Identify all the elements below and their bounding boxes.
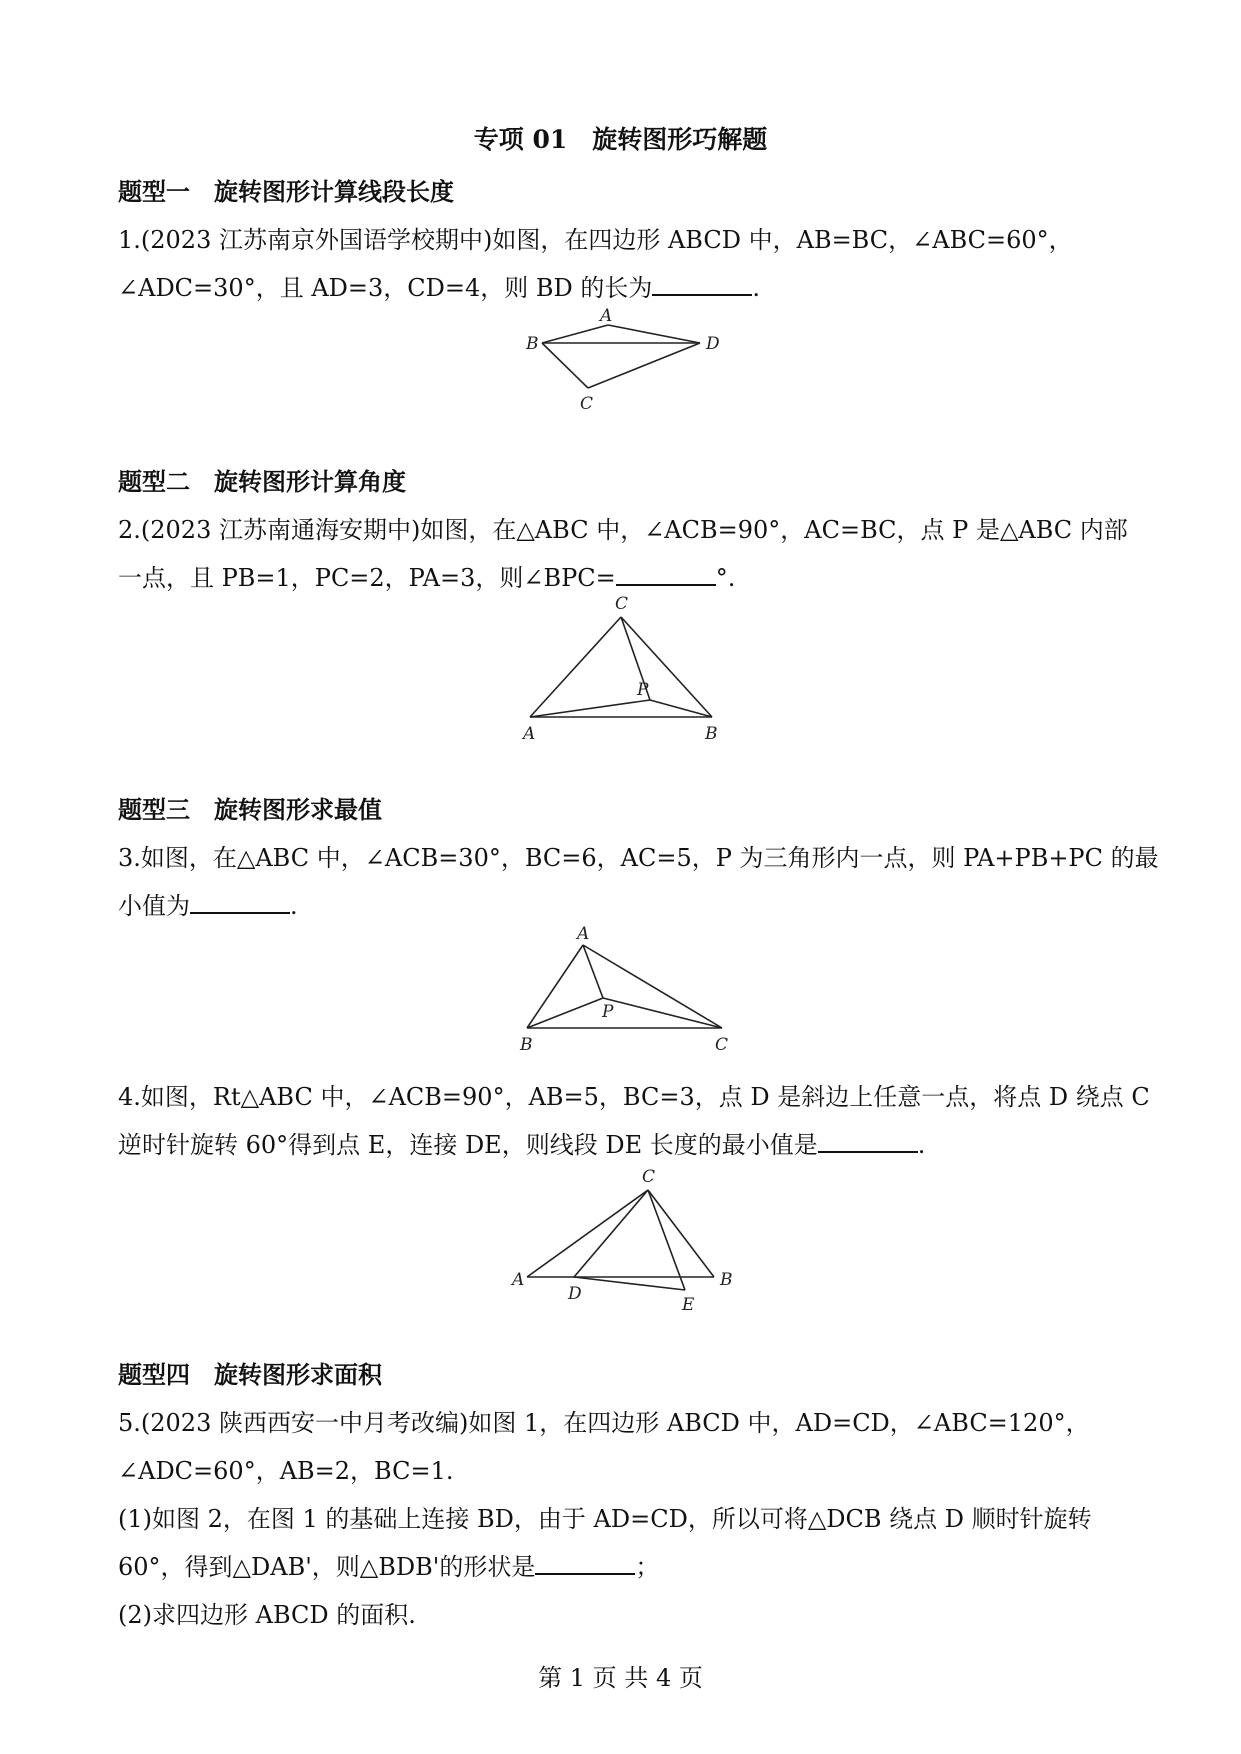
problem-2-line-2: [118, 558, 735, 593]
problem-4-end: .: [917, 1131, 926, 1159]
label-d: D: [568, 1284, 582, 1304]
label-a: A: [523, 724, 536, 744]
problem-5-q1-line-2: [118, 1547, 659, 1582]
segment-ac: [530, 617, 621, 717]
label-c: C: [642, 1167, 656, 1187]
figure-3-triangle: [515, 925, 735, 1055]
segment-cd: [588, 343, 700, 388]
label-b: B: [526, 334, 539, 354]
segment-cp: [603, 998, 722, 1028]
problem-3-line-2: [118, 886, 298, 921]
label-e: E: [682, 1295, 695, 1315]
segment-bc: [542, 343, 588, 388]
problem-5-line-2: ∠ADC=60°，AB=2，BC=1.: [118, 1457, 454, 1485]
label-b: B: [705, 724, 718, 744]
figure-2-right-triangle: [515, 595, 735, 745]
problem-2-text: 一点，且 PB=1，PC=2，PA=3，则∠BPC=: [118, 564, 616, 592]
label-d: D: [706, 334, 720, 354]
section-heading-1: 题型一 旋转图形计算线段长度: [118, 177, 454, 206]
segment-ba: [527, 945, 583, 1028]
problem-5-q1-end: ；: [635, 1553, 660, 1581]
problem-3-line-1: 3.如图，在△ABC 中，∠ACB=30°，BC=6，AC=5，P 为三角形内一点，则 PA+PB+PC 的最: [118, 844, 1159, 872]
label-b: B: [720, 1270, 733, 1290]
label-p: P: [637, 680, 649, 700]
label-c: C: [615, 594, 629, 614]
segment-cb: [648, 1190, 714, 1277]
problem-4-line-1: 4.如图，Rt△ABC 中，∠ACB=90°，AB=5，BC=3，点 D 是斜边上任意一点，将点 D 绕点 C: [118, 1083, 1150, 1111]
problem-4-line-2: [118, 1125, 925, 1160]
segment-bp: [650, 700, 712, 717]
label-c: C: [715, 1035, 729, 1055]
segment-ba: [542, 325, 608, 343]
segment-ce: [648, 1190, 685, 1290]
problem-5-q2: (2)求四边形 ABCD 的面积.: [118, 1601, 416, 1629]
section-heading-2: 题型二 旋转图形计算角度: [118, 467, 406, 496]
page-title: 专项 01 旋转图形巧解题: [473, 125, 768, 154]
answer-blank-1: [652, 272, 752, 296]
page-footer: 第 1 页 共 4 页: [538, 1664, 703, 1692]
label-a: A: [600, 306, 613, 326]
problem-5-q1-text: 60°，得到△DAB'，则△BDB'的形状是: [118, 1553, 536, 1581]
problem-4-text: 逆时针旋转 60°得到点 E，连接 DE，则线段 DE 长度的最小值是: [118, 1131, 818, 1159]
label-p: P: [602, 1002, 614, 1022]
segment-ad: [608, 325, 700, 343]
segment-ap: [530, 700, 650, 717]
problem-1-end: .: [752, 274, 761, 302]
segment-bp: [527, 998, 603, 1028]
figure-4-rotation: [510, 1165, 740, 1315]
figure-1-quadrilateral: [520, 305, 730, 415]
label-a: A: [577, 924, 590, 944]
label-b: B: [520, 1035, 533, 1055]
segment-cd: [574, 1190, 648, 1277]
answer-blank-4: [818, 1129, 918, 1153]
problem-1-line-2: [118, 268, 760, 303]
segment-ap: [583, 945, 603, 998]
section-heading-4: 题型四 旋转图形求面积: [118, 1360, 382, 1389]
segment-ac: [527, 1190, 648, 1277]
answer-blank-5: [535, 1551, 635, 1575]
answer-blank-2: [616, 562, 716, 586]
problem-5-q1-line-1: (1)如图 2，在图 1 的基础上连接 BD，由于 AD=CD，所以可将△DCB 绕点 D 顺时针旋转: [118, 1505, 1092, 1533]
problem-5-line-1: 5.(2023 陕西西安一中月考改编)如图 1，在四边形 ABCD 中，AD=CD，∠ABC=120°，: [118, 1409, 1090, 1437]
label-c: C: [580, 394, 594, 414]
section-heading-3: 题型三 旋转图形求最值: [118, 795, 382, 824]
segment-de: [574, 1277, 685, 1290]
label-a: A: [512, 1270, 525, 1290]
problem-1-text: ∠ADC=30°，且 AD=3，CD=4，则 BD 的长为: [118, 274, 653, 302]
problem-2-end: °.: [715, 564, 736, 592]
problem-3-end: .: [290, 892, 298, 920]
problem-3-text: 小值为: [118, 892, 190, 920]
problem-2-line-1: 2.(2023 江苏南通海安期中)如图，在△ABC 中，∠ACB=90°，AC=BC，点 P 是△ABC 内部: [118, 516, 1128, 544]
answer-blank-3: [190, 890, 290, 914]
problem-1-line-1: 1.(2023 江苏南京外国语学校期中)如图，在四边形 ABCD 中，AB=BC，∠ABC=60°，: [118, 226, 1073, 254]
